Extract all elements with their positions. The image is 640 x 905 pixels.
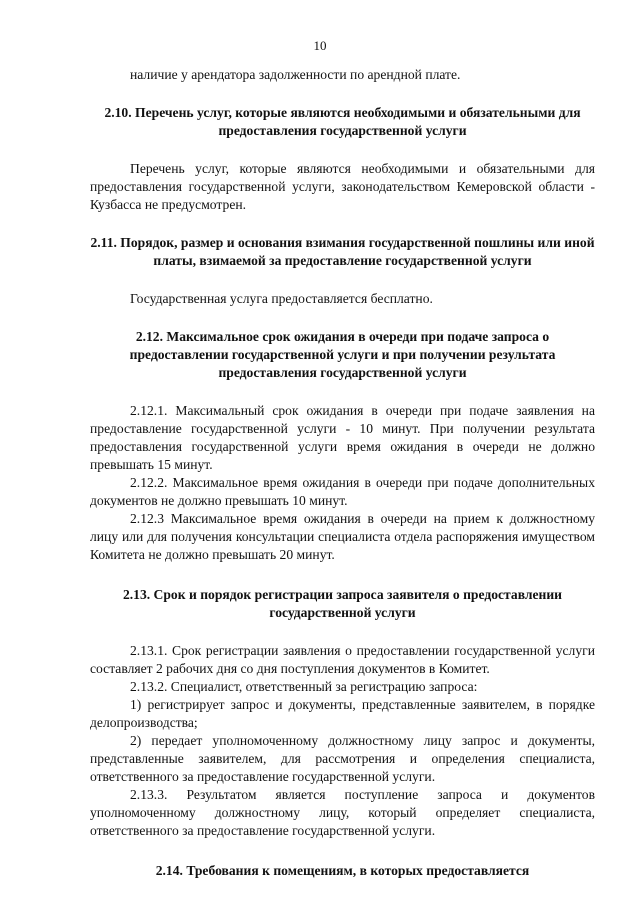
- section-2-13-title: 2.13. Срок и порядок регистрации запроса заявителя о предоставлении государственной услуги: [122, 587, 563, 620]
- section-2-13-3-paragraph: 2.13.3. Результатом является поступление запроса и документов уполномоченному должностному лицу, который определяет специалиста, ответственного за предоставление государственной услуги.: [90, 787, 595, 838]
- section-2-13-1-paragraph: 2.13.1. Срок регистрации заявления о предоставлении государственной услуги составляет 2 рабочих дня со дня поступления документов в Комитет.: [90, 643, 595, 676]
- section-2-13-2-paragraph: 2.13.2. Специалист, ответственный за регистрацию запроса:: [130, 679, 478, 694]
- intro-line: наличие у арендатора задолженности по арендной плате.: [130, 67, 461, 82]
- page-number: 10: [313, 38, 327, 53]
- document-body: [90, 66, 595, 880]
- section-2-12-3-paragraph: 2.12.3 Максимальное время ожидания в очереди на прием к должностному лицу или для получения консультации специалиста отдела распоряжения имуществом Комитета не должно превышать 20 минут.: [90, 511, 595, 562]
- section-2-12-title: 2.12. Максимальное срок ожидания в очереди при подаче запроса о предоставлении государственной услуги и при получении результата предоставления государственной услуги: [129, 329, 556, 380]
- section-2-12-2-paragraph: 2.12.2. Максимальное время ожидания в очереди при подаче дополнительных документов не должно превышать 10 минут.: [90, 475, 595, 508]
- section-2-10-paragraph: Перечень услуг, которые являются необходимыми и обязательными для предоставления государственной услуги, законодательством Кемеровской области - Кузбасса не предусмотрен.: [90, 161, 595, 212]
- section-2-10-title: 2.10. Перечень услуг, которые являются необходимыми и обязательными для предоставления государственной услуги: [104, 105, 581, 138]
- section-2-12-1-paragraph: 2.12.1. Максимальный срок ожидания в очереди при подаче заявления на предоставление государственной услуги - 10 минут. При получении результата предоставления государственной услуги время ожидания в очереди не должно превышать 15 минут.: [90, 403, 595, 472]
- section-2-11-paragraph: Государственная услуга предоставляется бесплатно.: [130, 291, 433, 306]
- section-2-13-item-1: 1) регистрирует запрос и документы, представленные заявителем, в порядке делопроизводства;: [90, 697, 595, 730]
- section-2-11-title: 2.11. Порядок, размер и основания взимания государственной пошлины или иной платы, взимаемой за предоставление государственной услуги: [90, 235, 595, 268]
- section-2-13-item-2: 2) передает уполномоченному должностному лицу запрос и документы, представленные заявителем, для рассмотрения и определения специалиста, ответственного за предоставление государственной услуги.: [90, 733, 595, 784]
- section-2-14-title: 2.14. Требования к помещениям, в которых предоставляется: [155, 863, 530, 878]
